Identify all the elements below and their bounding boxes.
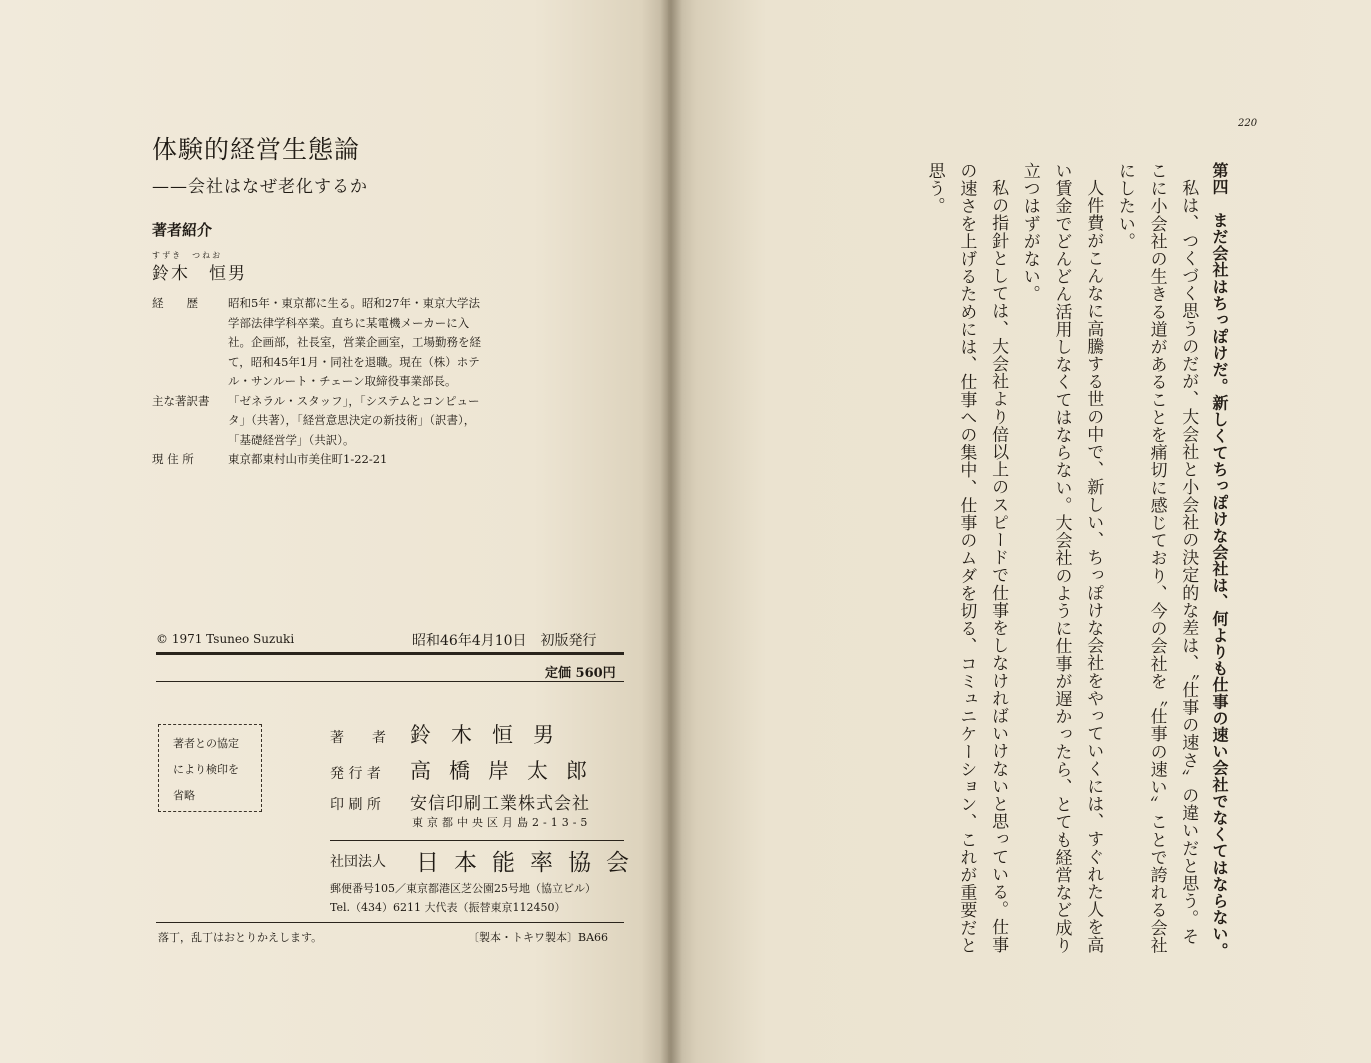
- section-heading: 第四 まだ会社はちっぽけだ。新しくてちっぽけな会社は、何よりも仕事の速い会社でなくてはならない。: [1210, 162, 1229, 959]
- seal-omission-box: [158, 724, 262, 812]
- imprint-printer: [330, 789, 590, 814]
- stamp-line: により検印を: [173, 763, 239, 776]
- paragraph: 人件費がこんなに高騰する世の中で、新しい、ちっぽけな会社をやっていくには、すぐれた人を高い賃金でどんどん活用しなくてはならない。大会社のように仕事が遅かったら、とても経営など成り立つはずがない。: [1019, 162, 1104, 954]
- author-intro-heading: 著者紹介: [152, 221, 213, 239]
- publisher-org-name: 日本能率協会: [416, 850, 644, 876]
- bio-label: 経 歴: [152, 296, 198, 310]
- book-title: 体験的経営生態論: [152, 135, 361, 164]
- divider: [330, 840, 624, 841]
- replacement-notice: 落丁，乱丁はおとりかえします。: [158, 931, 323, 944]
- author-name-ruby: すずき つねお: [152, 251, 223, 260]
- author-name: 鈴木 恒男: [152, 264, 247, 284]
- publication-date: 昭和46年4月10日 初版発行: [412, 633, 597, 649]
- body-text: [918, 162, 1235, 962]
- divider: [156, 652, 624, 655]
- imprint-value: 高橋岸太郎: [410, 759, 605, 783]
- stamp-line: 著者との協定: [173, 737, 239, 750]
- imprint-publisher: [330, 755, 605, 785]
- bio-value: 昭和5年・東京都に生る。昭和27年・東京大学法学部法律学科卒業。直ちに某電機メーカーに入社。企画部，社長室，営業企画室，工場勤務を経て，昭和45年1月・同社を退職。現在（株）ホテル・サンルート・チェーン取締役事業部長。: [228, 296, 481, 388]
- bio-row-career: [152, 294, 482, 392]
- imprint-value: 安信印刷工業株式会社: [410, 794, 590, 814]
- postal-address: 郵便番号105／東京都港区芝公園25号地（協立ビル）: [330, 882, 596, 895]
- copyright: © 1971 Tsuneo Suzuki: [156, 632, 295, 646]
- author-bio: [152, 294, 482, 470]
- book-subtitle: ——会社はなぜ老化するか: [152, 177, 368, 197]
- bio-row-address: [152, 450, 482, 470]
- bio-label: 現 住 所: [152, 452, 194, 466]
- imprint-value: 鈴木恒男: [410, 723, 574, 747]
- stamp-line: 省略: [173, 789, 195, 802]
- divider: [156, 681, 624, 682]
- imprint-label: 印 刷 所: [330, 797, 381, 813]
- telephone: Tel.（434）6211 大代表（振替東京112450）: [330, 901, 566, 914]
- bio-row-works: [152, 392, 482, 451]
- left-page: [0, 0, 668, 1063]
- org-label: 社団法人: [330, 854, 386, 870]
- price: 定価 560円: [545, 666, 616, 681]
- binding-info: 〔製本・トキワ製本〕BA66: [468, 931, 609, 944]
- bio-value: 「ゼネラル・スタッフ」，「システムとコンピュータ」（共著），「経営意思決定の新技術」（訳書），「基礎経営学」（共訳）。: [228, 393, 480, 447]
- printer-address: 東京都中央区月島2-13-5: [412, 816, 592, 829]
- paragraph: 私の指針としては、大会社より倍以上のスピードで仕事をしなければいけないと思っている。仕事の速さを上げるためには、仕事への集中、仕事のムダを切る、コミュニケーション、これが重要だと思う。: [924, 162, 1009, 954]
- imprint-label: 発 行 者: [330, 766, 381, 782]
- page-number: 220: [1238, 118, 1258, 129]
- paragraph: 私は、つくづく思うのだが、大会社と小会社の決定的な差は、〝仕事の速さ〟の違いだと思う。そこに小会社の生きる道があることを痛切に感じており、今の会社を〝仕事の速い〟ことで誇れる会社にしたい。: [1114, 162, 1199, 954]
- divider: [156, 922, 624, 923]
- bio-value: 東京都東村山市美住町1-22-21: [228, 452, 388, 466]
- bio-label: 主な著訳書: [152, 393, 210, 408]
- book-gutter: [660, 0, 682, 1063]
- imprint-label: 著 者: [330, 730, 386, 746]
- imprint-author: [330, 719, 574, 749]
